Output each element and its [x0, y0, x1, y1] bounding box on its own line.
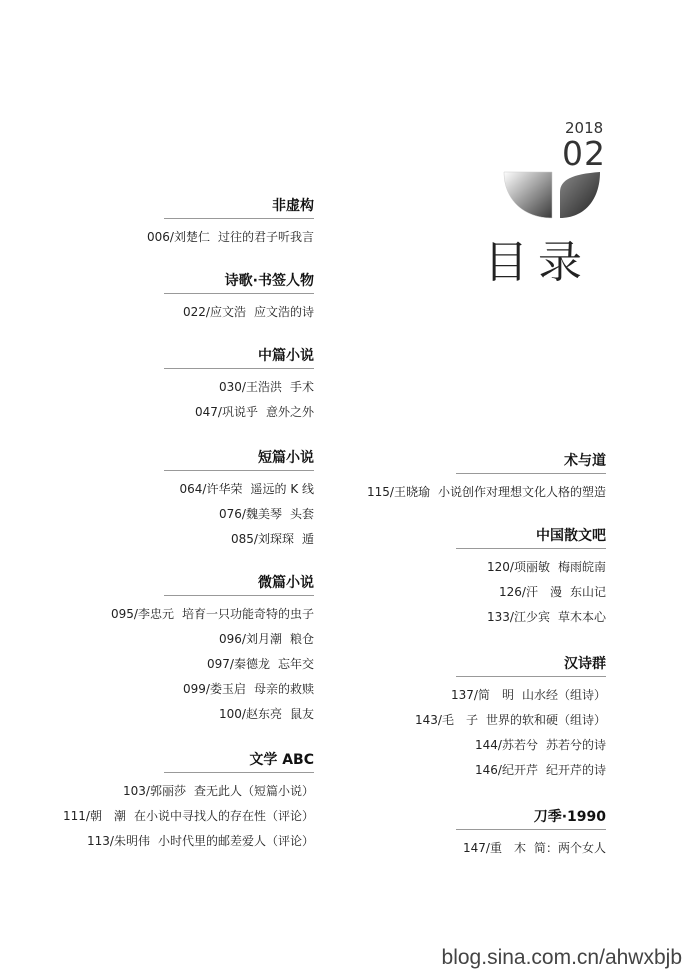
toc-entry[interactable]: [330, 733, 606, 758]
entry-page: 022/: [183, 305, 210, 319]
section-title: 中篇小说: [258, 348, 314, 364]
toc-entry[interactable]: [330, 708, 606, 733]
entry-author: 巩说乎: [221, 405, 258, 419]
entry-work: 应文浩的诗: [253, 305, 314, 319]
toc-entry[interactable]: [330, 758, 606, 783]
section-title: 短篇小说: [258, 450, 314, 466]
entry-author: 王浩洪: [245, 380, 282, 394]
entry-page: 147/: [463, 841, 490, 855]
entry-author: 应文浩: [209, 305, 246, 319]
entry-author: 娄玉启: [209, 682, 246, 696]
section-title: 汉诗群: [564, 656, 606, 672]
toc-entry[interactable]: [330, 480, 606, 505]
entry-author: 刘琛琛: [257, 532, 294, 546]
entry-author: 郭丽莎: [149, 784, 186, 798]
section-title: 文学 ABC: [249, 752, 314, 768]
entry-page: 099/: [183, 682, 210, 696]
entry-page: 006/: [147, 230, 174, 244]
entry-work: 鼠友: [289, 707, 314, 721]
entry-page: 097/: [207, 657, 234, 671]
entry-author: 魏美琴: [245, 507, 282, 521]
section-divider: [164, 595, 314, 596]
entry-page: 133/: [487, 610, 514, 624]
entry-work: 山水经（组诗）: [521, 688, 606, 702]
entry-work: 东山记: [569, 585, 606, 599]
entry-author: 刘楚仁: [173, 230, 210, 244]
toc-entry[interactable]: [30, 829, 314, 854]
entry-page: 126/: [499, 585, 526, 599]
entry-author: 简 明: [477, 688, 514, 702]
toc-section: [30, 346, 314, 425]
watermark: blog.sina.com.cn/ahwxbjb: [441, 946, 682, 969]
entry-page: 030/: [219, 380, 246, 394]
section-divider: [164, 293, 314, 294]
entry-author: 王晓瑜: [393, 485, 430, 499]
toc-entry[interactable]: [30, 804, 314, 829]
section-title: 非虚构: [272, 198, 314, 214]
toc-entry[interactable]: [330, 605, 606, 630]
entry-author: 项丽敏: [513, 560, 550, 574]
entry-work: 苏若兮的诗: [545, 738, 606, 752]
toc-entry[interactable]: [30, 652, 314, 677]
entry-work: 头套: [289, 507, 314, 521]
entry-work: 梅雨皖南: [557, 560, 606, 574]
entry-page: 144/: [475, 738, 502, 752]
entry-author: 秦德龙: [233, 657, 270, 671]
entry-author: 重 木: [489, 841, 526, 855]
section-title: 术与道: [564, 453, 606, 469]
entry-work: 草木本心: [557, 610, 606, 624]
toc-entry[interactable]: [30, 400, 314, 425]
entry-page: 111/: [63, 809, 90, 823]
entry-author: 毛 子: [441, 713, 478, 727]
entry-page: 100/: [219, 707, 246, 721]
entry-work: 世界的软和硬（组诗）: [485, 713, 606, 727]
entry-work: 查无此人（短篇小说）: [193, 784, 314, 798]
issue-number: 02: [562, 134, 606, 173]
entry-author: 朝 潮: [89, 809, 126, 823]
entry-author: 刘月潮: [245, 632, 282, 646]
toc-entry[interactable]: [30, 602, 314, 627]
entry-work: 简：两个女人: [533, 841, 606, 855]
entry-work: 过往的君子听我言: [217, 230, 314, 244]
section-divider: [164, 470, 314, 471]
toc-entry[interactable]: [30, 627, 314, 652]
toc-entry[interactable]: [30, 779, 314, 804]
entry-page: 095/: [111, 607, 138, 621]
entry-page: 096/: [219, 632, 246, 646]
toc-section: [330, 807, 606, 861]
entry-author: 朱明伟: [113, 834, 150, 848]
entry-page: 137/: [451, 688, 478, 702]
entry-work: 在小说中寻找人的存在性（评论）: [133, 809, 314, 823]
section-divider: [164, 368, 314, 369]
entry-work: 遁: [301, 532, 314, 546]
page-title: 目录: [484, 237, 592, 288]
entry-work: 意外之外: [265, 405, 314, 419]
entry-page: 146/: [475, 763, 502, 777]
entry-page: 113/: [87, 834, 114, 848]
toc-section: [30, 271, 314, 325]
toc-entry[interactable]: [30, 502, 314, 527]
toc-section: [30, 196, 314, 250]
section-title: 微篇小说: [258, 575, 314, 591]
section-divider: [164, 772, 314, 773]
entry-page: 103/: [123, 784, 150, 798]
entry-author: 李忠元: [137, 607, 174, 621]
toc-entry[interactable]: [30, 677, 314, 702]
entry-work: 手术: [289, 380, 314, 394]
entry-page: 085/: [231, 532, 258, 546]
section-divider: [456, 676, 606, 677]
entry-work: 遥远的 K 线: [250, 482, 314, 496]
toc-entry[interactable]: [330, 683, 606, 708]
toc-entry[interactable]: [330, 580, 606, 605]
toc-section: [30, 448, 314, 552]
entry-page: 143/: [415, 713, 442, 727]
entry-author: 江少宾: [513, 610, 550, 624]
toc-entry[interactable]: [30, 225, 314, 250]
entry-work: 忘年交: [277, 657, 314, 671]
toc-entry[interactable]: [30, 300, 314, 325]
toc-section: [30, 573, 314, 727]
section-title: 中国散文吧: [536, 528, 606, 544]
section-divider: [164, 218, 314, 219]
toc-entry[interactable]: [330, 836, 606, 861]
section-divider: [456, 548, 606, 549]
toc-entry[interactable]: [30, 527, 314, 552]
section-divider: [456, 829, 606, 830]
toc-entry[interactable]: [30, 477, 314, 502]
entry-page: 064/: [179, 482, 207, 496]
toc-section: [30, 750, 314, 854]
entry-author: 汗 漫: [525, 585, 562, 599]
section-divider: [456, 473, 606, 474]
leaf-logo-icon: [502, 170, 602, 220]
entry-work: 小说创作对理想文化人格的塑造: [437, 485, 606, 499]
toc-section: [330, 526, 606, 630]
entry-page: 047/: [195, 405, 222, 419]
toc-section: [330, 451, 606, 505]
toc-entry[interactable]: [330, 555, 606, 580]
entry-author: 许华荣: [206, 482, 243, 496]
toc-section: [330, 654, 606, 783]
toc-entry[interactable]: [30, 702, 314, 727]
section-title: 诗歌·书签人物: [224, 273, 314, 289]
entry-page: 115/: [367, 485, 394, 499]
entry-work: 纪开芹的诗: [545, 763, 606, 777]
entry-author: 纪开芹: [501, 763, 538, 777]
entry-work: 母亲的救赎: [253, 682, 314, 696]
entry-work: 小时代里的邮差爱人（评论）: [157, 834, 314, 848]
entry-author: 赵东亮: [245, 707, 282, 721]
toc-right-column: [330, 451, 606, 861]
toc-left-column: [30, 196, 314, 854]
entry-work: 培育一只功能奇特的虫子: [181, 607, 314, 621]
issue-year: 2018: [565, 119, 604, 137]
section-title: 刀季·1990: [533, 809, 606, 825]
entry-work: 粮仓: [289, 632, 314, 646]
entry-author: 苏若兮: [501, 738, 538, 752]
toc-entry[interactable]: [30, 375, 314, 400]
entry-page: 076/: [219, 507, 246, 521]
entry-page: 120/: [487, 560, 514, 574]
